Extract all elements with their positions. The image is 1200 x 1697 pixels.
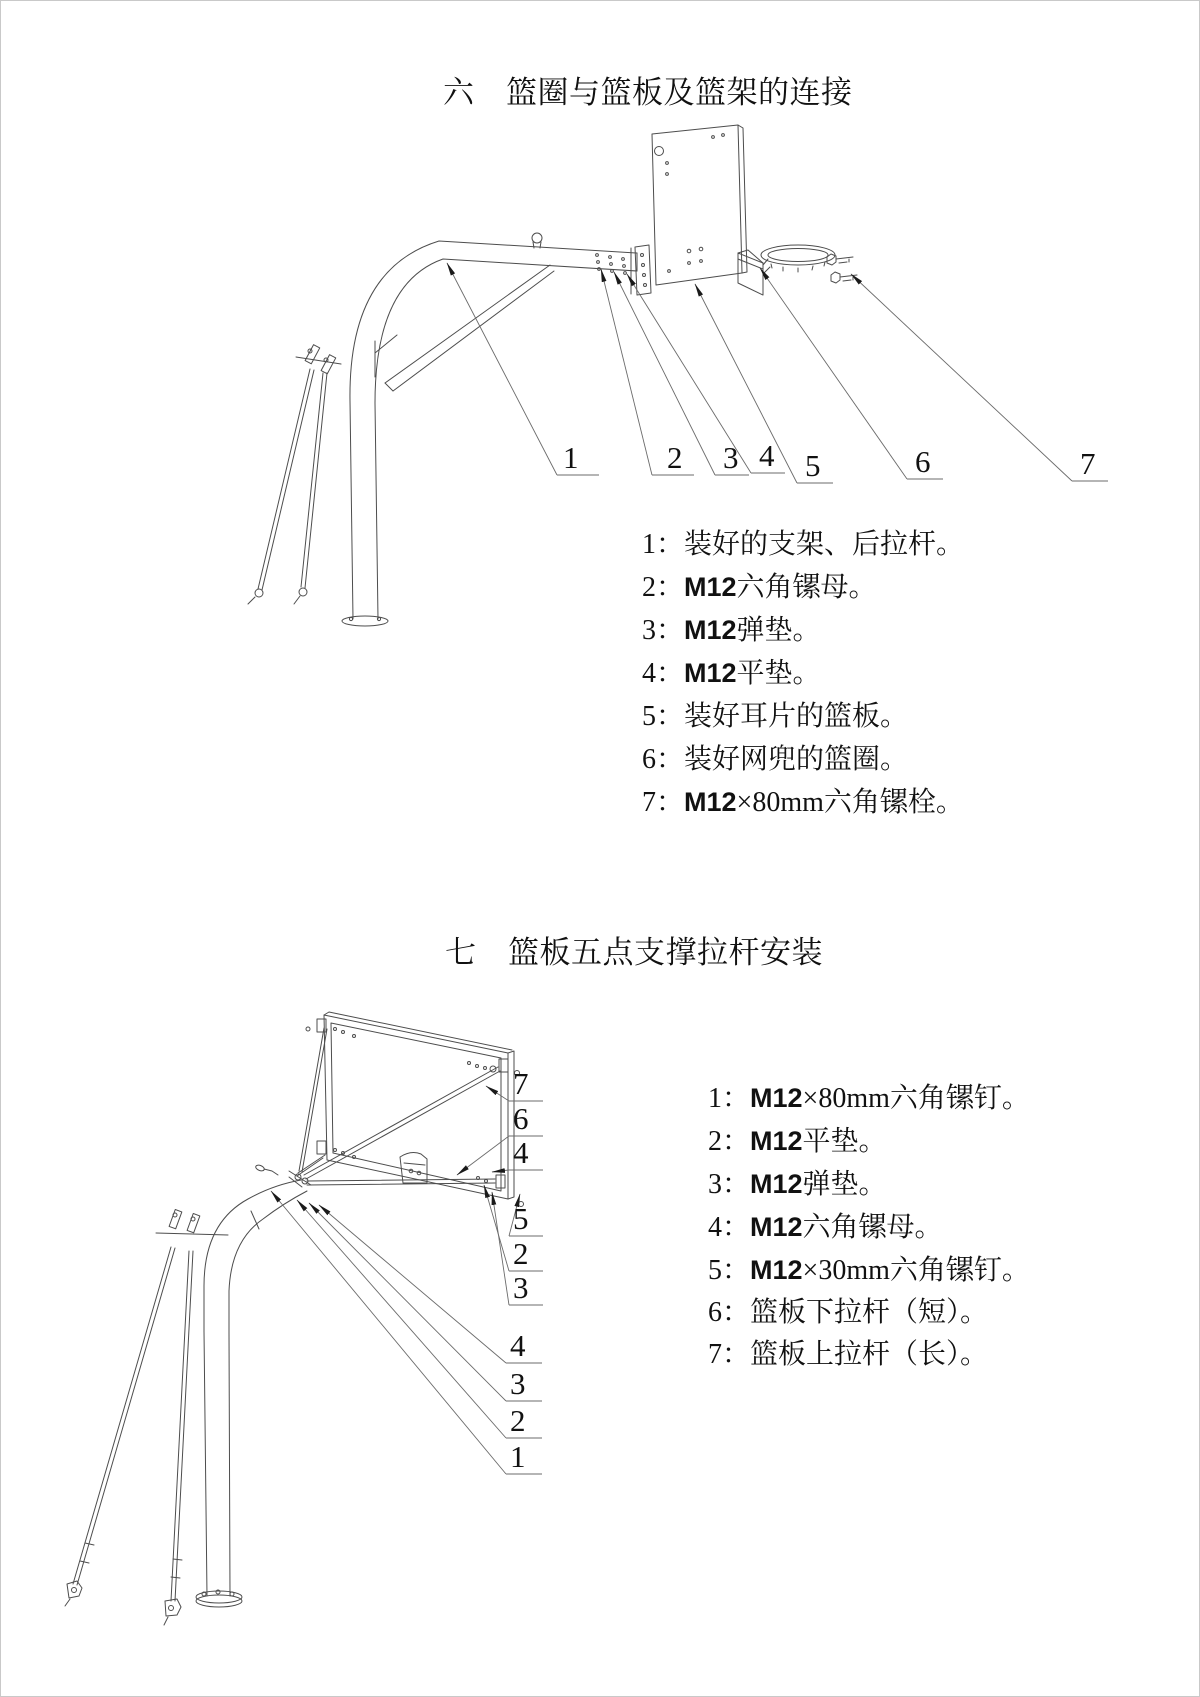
legend-item: 1：装好的支架、后拉杆。: [642, 529, 965, 560]
section-7-legend: [708, 1077, 1030, 1376]
callout-number: 2: [510, 1403, 526, 1438]
legend-item: 6：装好网兜的篮圈。: [642, 744, 909, 775]
callout-number: 6: [513, 1101, 529, 1136]
legend-item: 4：M12平垫。: [642, 658, 821, 689]
legend-item: 6：篮板下拉杆（短）。: [708, 1297, 989, 1328]
backboard-support-lineart: [65, 1012, 524, 1625]
callout-number: 3: [723, 440, 739, 475]
callout-number: 7: [1080, 446, 1096, 481]
section-7-title: 七 篮板五点支撑拉杆安装: [445, 935, 823, 970]
diagram-6-drawing: [1, 1, 1200, 861]
callout-number: 5: [513, 1201, 529, 1236]
callout-number: 5: [805, 448, 821, 483]
callout-number: 3: [513, 1270, 529, 1305]
callout-number: 3: [510, 1366, 526, 1401]
section-6-legend: [642, 523, 964, 824]
legend-item: 3：M12弹垫。: [642, 615, 821, 646]
callout-number: 4: [513, 1135, 529, 1170]
legend-item: 4：M12六角镙母。: [708, 1212, 943, 1243]
diagram-7-leader-lines: [271, 1086, 543, 1474]
callout-number: 1: [510, 1439, 526, 1474]
legend-item: 1：M12×80mm六角镙钉。: [708, 1083, 1030, 1114]
section-6-title: 六 篮圈与篮板及篮架的连接: [443, 75, 853, 110]
legend-item: 2：M12平垫。: [708, 1126, 887, 1157]
legend-item: 3：M12弹垫。: [708, 1169, 887, 1200]
legend-item: 2：M12六角镙母。: [642, 572, 877, 603]
callout-number: 4: [759, 438, 775, 473]
legend-item: 7：M12×80mm六角镙栓。: [642, 787, 964, 818]
legend-item: 5：装好耳片的篮板。: [642, 701, 909, 732]
diagram-6-leader-lines: [447, 263, 1108, 483]
callout-number: 1: [563, 440, 579, 475]
legend-item: 7：篮板上拉杆（长）。: [708, 1339, 989, 1370]
callout-number: 2: [667, 440, 683, 475]
callout-number: 2: [513, 1236, 529, 1271]
legend-item: 5：M12×30mm六角镙钉。: [708, 1255, 1030, 1286]
callout-number: 4: [510, 1328, 526, 1363]
callout-number: 7: [513, 1066, 529, 1101]
callout-number: 6: [915, 444, 931, 479]
